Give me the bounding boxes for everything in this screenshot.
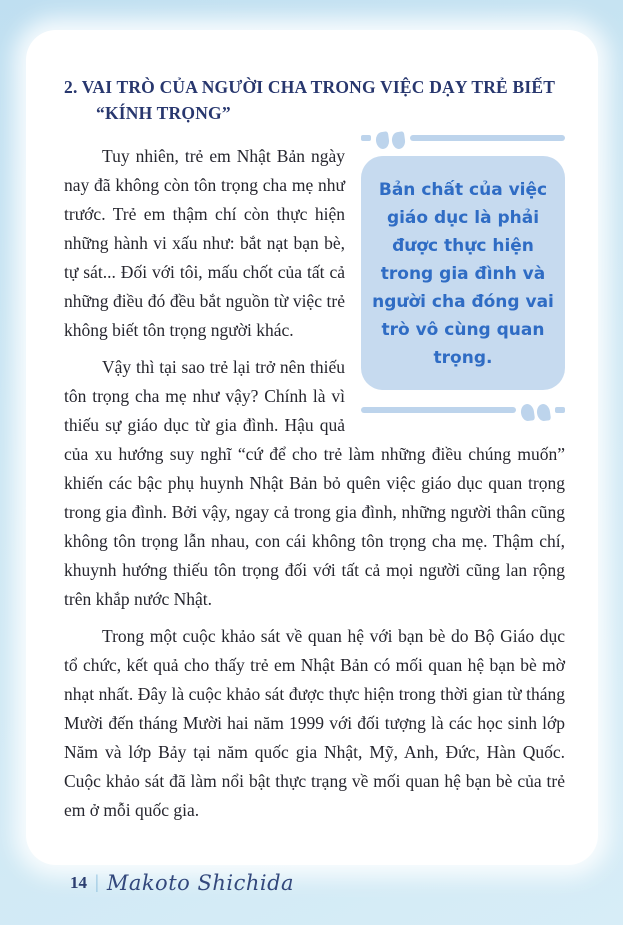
pullquote-top-decoration bbox=[361, 126, 565, 150]
pullquote bbox=[361, 126, 565, 422]
footer-separator: | bbox=[95, 872, 99, 893]
page-number: 14 bbox=[70, 873, 87, 892]
paragraph: Trong một cuộc khảo sát về quan hệ với bạn bè do Bộ Giáo dục tổ chức, kết quả cho thấy trẻ em Nhật Bản có mối quan hệ bạn bè mờ nhạt nhất. Đây là cuộc khảo sát được thực hiện trong thời gian từ tháng Mười đến tháng Mười hai năm 1999 với đối tượng là các học sinh lớp Năm và lớp Bảy tại năm quốc gia Nhật, Mỹ, Anh, Đức, Hàn Quốc. Cuộc khảo sát đã làm nổi bật thực trạng về mối quan hệ bạn bè của trẻ em ở mỗi quốc gia. bbox=[64, 626, 565, 820]
section-heading-line1: 2. VAI TRÒ CỦA NGƯỜI CHA TRONG VIỆC DẠY TRẺ BIẾT bbox=[64, 77, 556, 97]
quote-rule bbox=[410, 135, 565, 141]
open-quote-icon bbox=[376, 127, 405, 149]
quote-dash-icon bbox=[555, 407, 565, 413]
section-heading-line2: “KÍNH TRỌNG” bbox=[96, 103, 231, 123]
page-footer bbox=[70, 871, 294, 895]
section-heading bbox=[64, 74, 565, 126]
quote-rule bbox=[361, 407, 516, 413]
page-content bbox=[64, 74, 565, 855]
close-quote-icon bbox=[521, 399, 550, 421]
pullquote-box bbox=[361, 156, 565, 390]
pullquote-bottom-decoration bbox=[361, 398, 565, 422]
pullquote-text: Bản chất của việc giáo dục là phải được thực hiện trong gia đình và người cha đóng vai trò vô cùng quan trọng. bbox=[372, 180, 554, 368]
quote-dash-icon bbox=[361, 135, 371, 141]
paragraph: Tuy nhiên, trẻ em Nhật Bản ngày nay đã không còn tôn trọng cha mẹ như trước. Trẻ em thậm chí còn thực hiện những hành vi xấu như: bắt nạt bạn bè, tự sát... Đối với tôi, mấu chốt của tất cả những điều đó đều bắt nguồn từ việc trẻ không biết tôn trọng người khác. bbox=[64, 146, 345, 340]
paragraph: Vậy thì tại sao trẻ lại trở nên thiếu tôn trọng cha mẹ như vậy? Chính là vì thiếu sự giáo dục từ gia đình. Hậu quả của xu hướng suy nghĩ “cứ để cho trẻ làm những điều chúng muốn” khiến các bậc phụ huynh Nhật Bản bỏ quên việc giáo dục quan trọng trong gia đình. Bởi vậy, ngay cả trong gia đình, những người thân cũng không tôn trọng lẫn nhau, con cái không tôn trọng cha mẹ. Thậm chí, khuynh hướng thiếu tôn trọng đối với tất cả mọi người cũng lan rộng trên khắp nước Nhật. bbox=[64, 357, 565, 609]
footer-author: Makoto Shichida bbox=[106, 871, 295, 895]
